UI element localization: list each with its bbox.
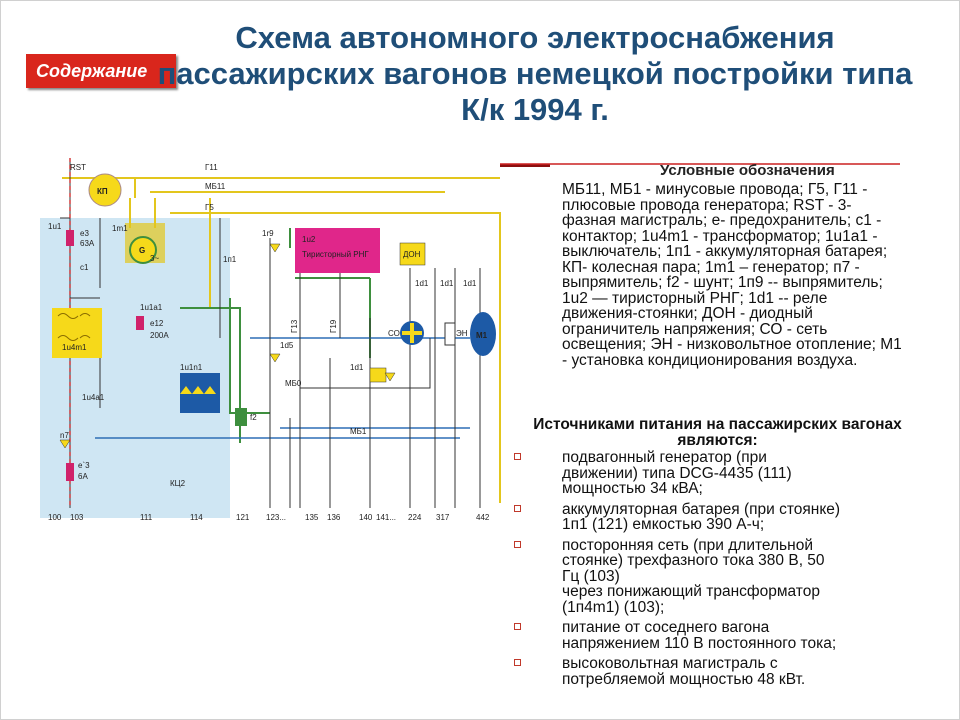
source-item-high-voltage: высоковольтная магистраль с потребляемой мощностью 48 кВт. [512,656,912,687]
terminal-label: 114 [190,513,203,522]
ld1c-label: 1d1 [440,279,454,288]
relay-1d1 [370,368,386,382]
terminal-label: 100 [48,513,62,522]
slide-title: Схема автономного электроснабжения пассажирских вагонов немецкой постройки типа К/к 1994 г. [157,20,913,127]
lu1a1-label: 1u1a1 [140,303,163,312]
ld5-label: 1d5 [280,341,294,350]
terminal-label: 136 [327,513,341,522]
e3-label: e3 [80,229,89,238]
e12-label: e12 [150,319,164,328]
terminal-label: 111 [140,513,153,522]
mb0-label: МБ0 [285,379,302,388]
square-bullet-icon [514,453,521,460]
co-label: СО [388,329,400,338]
contents-button[interactable]: Содержание [26,54,176,88]
e12-amp-label: 200A [150,331,169,340]
generator-phase-label: 3~ [150,254,160,263]
e3b-amp-label: 6A [78,472,88,481]
source-item-external-network: посторонняя сеть (при длительной стоянке) трехфазного тока 380 В, 50 Гц (103) через понижающий трансформатор (1п4m1) (103); [512,538,912,616]
lm1-label: 1m1 [112,224,128,233]
e3a-label: 63A [80,239,95,248]
square-bullet-icon [514,623,521,630]
g13-label: Г13 [290,319,299,333]
ld1a-label: 1d1 [350,363,364,372]
generator-g-label: G [139,246,146,255]
lr9-label: 1r9 [262,229,274,238]
terminal-label: 103 [70,513,84,522]
sources-heading: Источниками питания на пассажирских вагонах являются: [533,416,902,449]
c1-label: c1 [80,263,89,272]
diode-1r9 [270,244,280,252]
lu1-label: 1u1 [48,222,62,231]
rst-label: RST [70,163,86,172]
legend-heading: Условные обозначения [660,162,835,179]
square-bullet-icon [514,659,521,666]
legend-text: МБ11, МБ1 - минусовые провода; Г5, Г11 - плюсовые провода генератора; RST - 3-фазная магистраль; е- предохранитель; с1 - контактор; 1u4m1 - трансформатор; 1u1a1 - выключатель; 1п1 - аккумуляторная батарея; КП- колесная пара; 1m1 – генератор; п7 - выпрямитель; f2 - шунт; 1п9 -- выпрямитель; 1u2 — тиристорный РНГ; 1d1 -- реле движения-стоянки; ДОН - диодный ограничитель напряжения; СО - сеть освещения; ЭН - низковольтное отопление; М1 - установка кондиционирования воздуха. [562,181,902,369]
g19-label: Г19 [329,319,338,333]
terminal-label: 123... [266,513,287,522]
source-item-battery: аккумуляторная батарея (при стоянке) 1п1 (121) емкостью 390 А-ч; [512,502,912,533]
terminal-label: 224 [408,513,422,522]
shunt-f2 [235,408,247,426]
g5-label: Г5 [205,203,214,212]
ld1d-label: 1d1 [463,279,477,288]
terminal-label: 135 [305,513,319,522]
lu2-label: 1u2 [302,235,316,244]
g11-label: Г11 [205,163,218,172]
lu1n1-label: 1u1n1 [180,363,203,372]
square-bullet-icon [514,541,521,548]
terminal-label: 140 [359,513,373,522]
don-label: ДОН [403,250,421,259]
ld1b-label: 1d1 [415,279,429,288]
fuse-e3 [66,230,74,246]
en-label: ЭН [456,329,468,338]
rectifier-diodes [180,386,216,394]
fuse-e12 [136,316,144,330]
mb1-label: МБ1 [350,427,367,436]
n7-label: n7 [60,431,69,440]
circuit-diagram [40,158,505,528]
lu4m1-label: 1u4m1 [62,343,87,352]
fuse-e3b [66,463,74,481]
kc2-label: КЦ2 [170,479,186,488]
en-heater [445,323,455,345]
kp-label: КП [97,187,108,196]
diode-1d5 [270,354,280,362]
mb11-label: МБ11 [205,182,226,191]
ln1-label: 1п1 [223,255,237,264]
terminal-label: 442 [476,513,490,522]
terminal-label: 121 [236,513,250,522]
terminal-label: 141... [376,513,397,522]
wire-g11 [62,178,500,198]
source-item-generator: подвагонный генератор (при движении) типа DCG-4435 (111) мощностью 34 кВА; [512,450,912,497]
m1-label: М1 [476,331,488,340]
rng-label: Тиристорный РНГ [302,250,369,259]
e3b-label: e`3 [78,461,90,470]
f2-label: f2 [250,413,257,422]
sources-list [512,450,912,692]
source-item-neighbor-car: питание от соседнего вагона напряжением 110 В постоянного тока; [512,620,912,651]
terminal-label: 317 [436,513,450,522]
lu4a1-label: 1u4a1 [82,393,105,402]
diode-relay [385,373,395,381]
square-bullet-icon [514,505,521,512]
